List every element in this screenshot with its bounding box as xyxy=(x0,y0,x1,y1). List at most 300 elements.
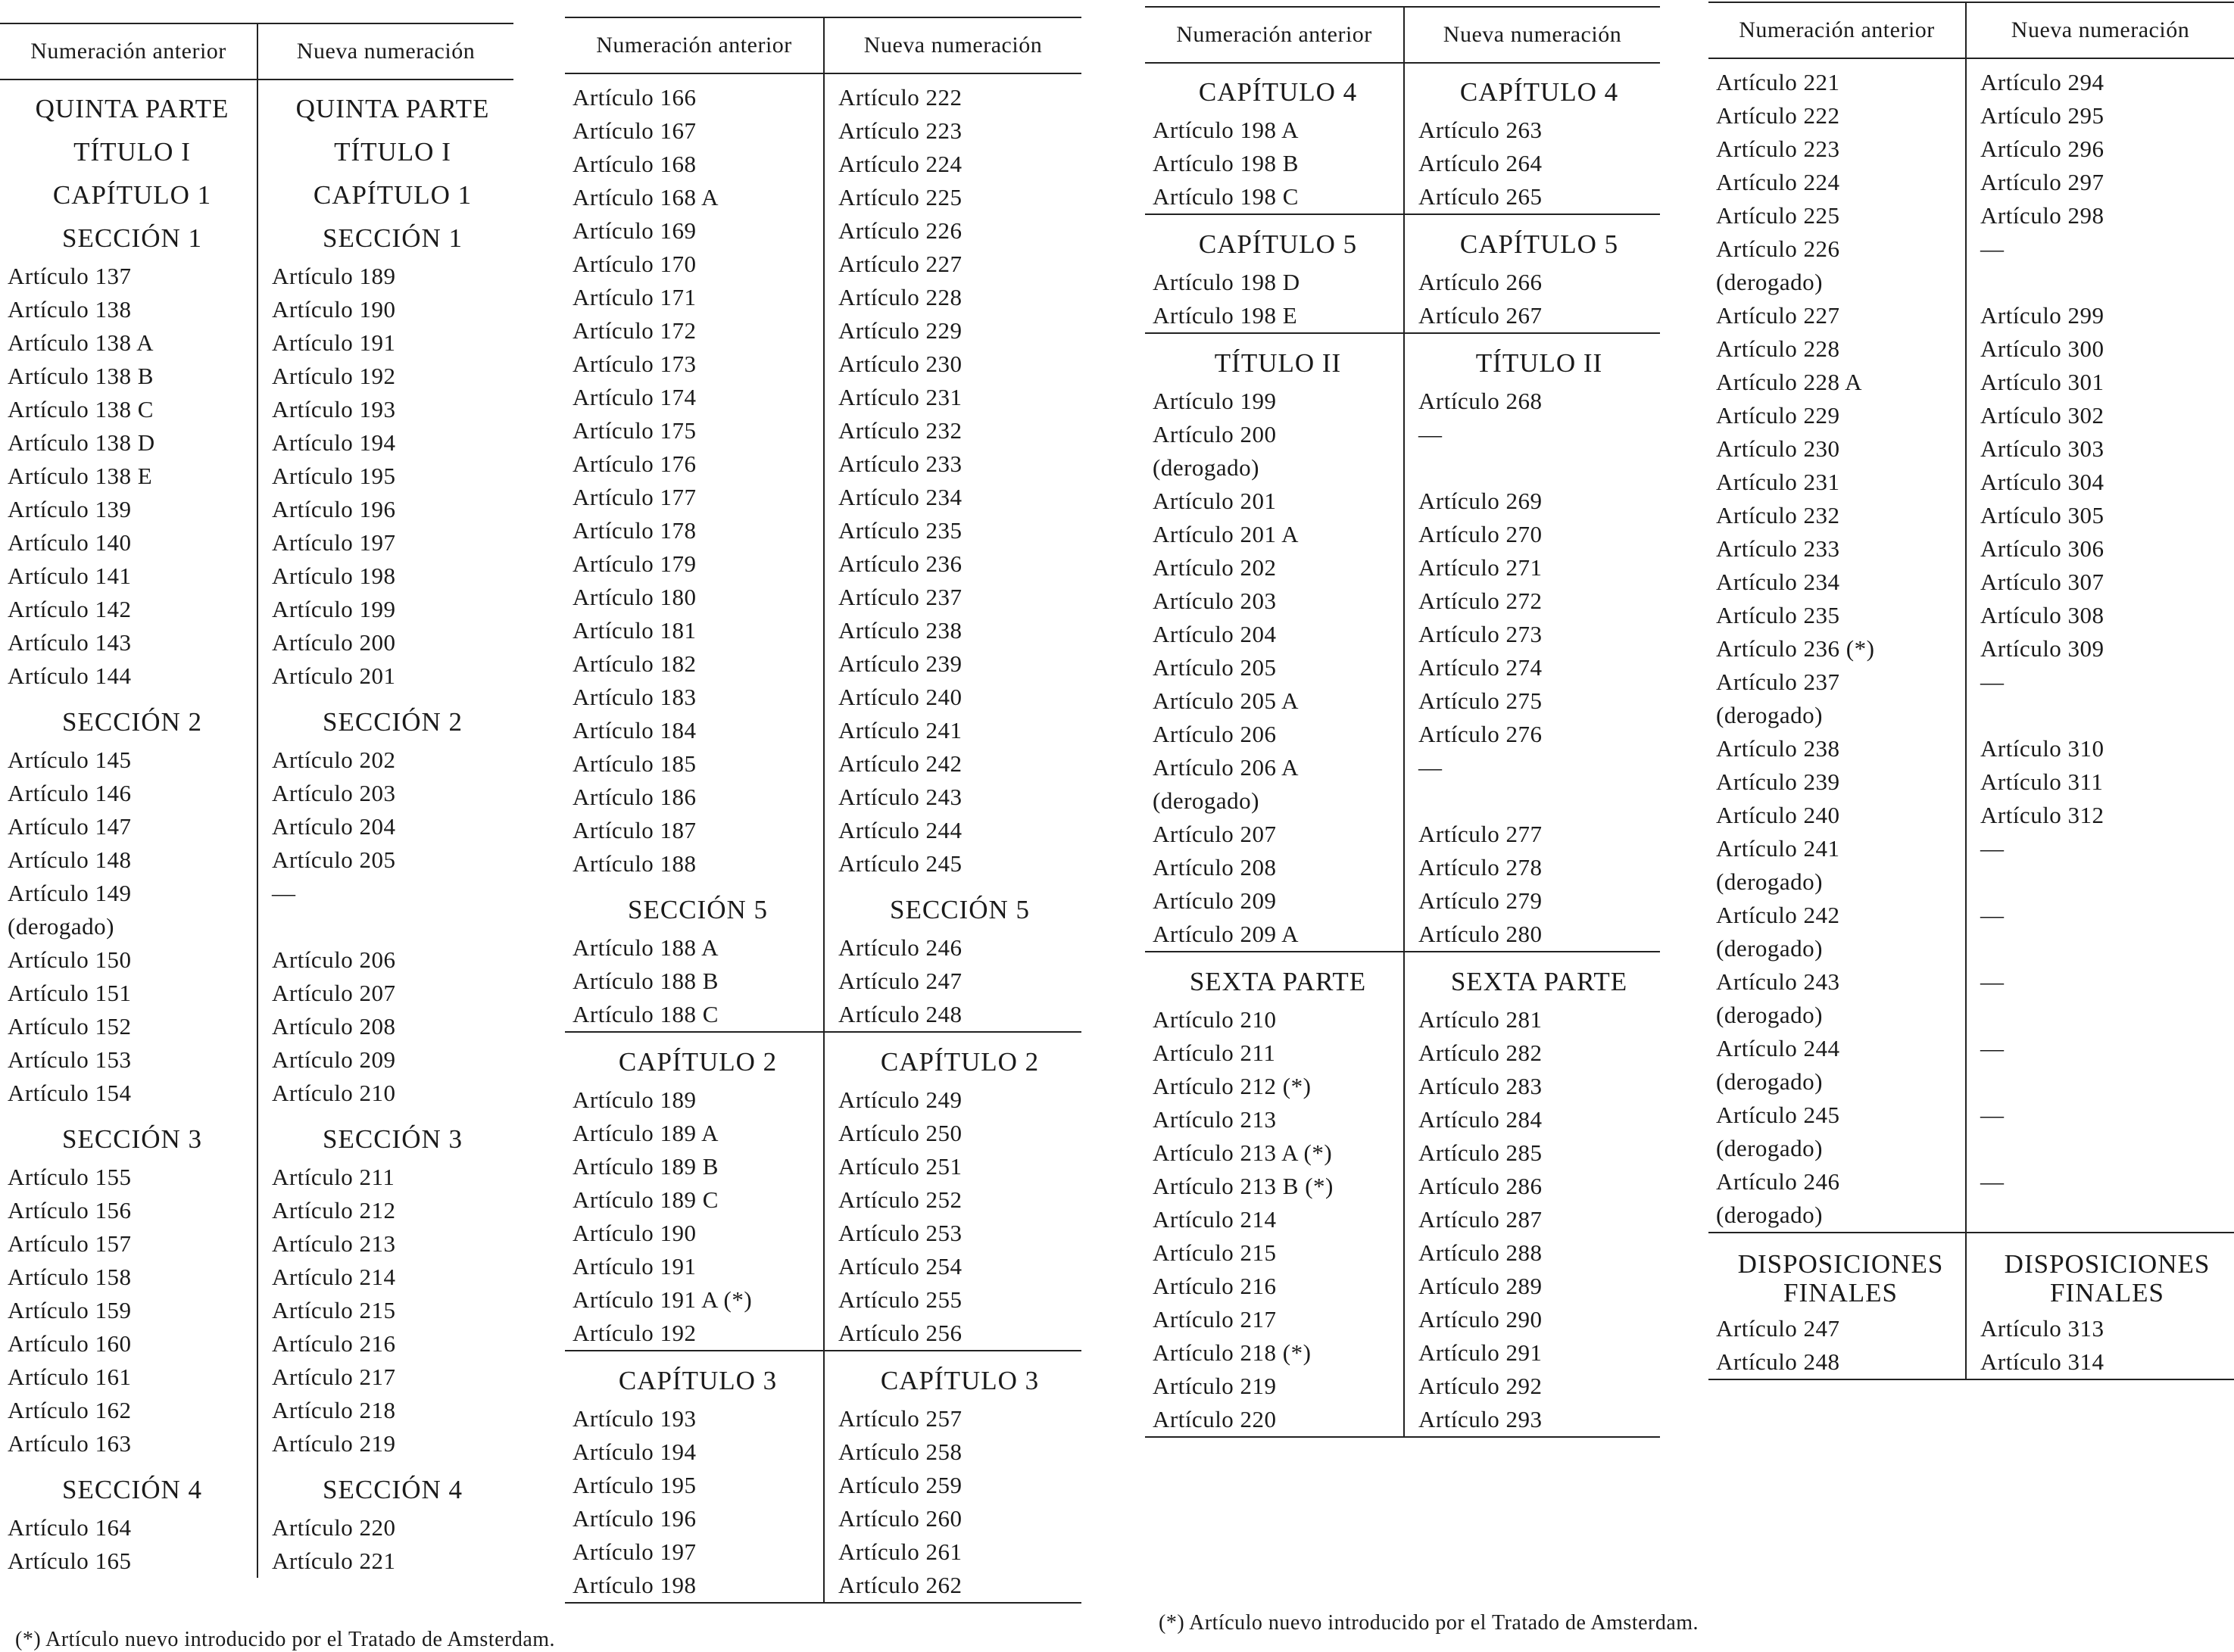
new-article-number: Artículo 245 xyxy=(824,847,1081,881)
old-article-number: Artículo 147 xyxy=(8,813,132,840)
old-article-number: Artículo 235 xyxy=(1716,602,1840,628)
table-row xyxy=(0,426,513,460)
new-article-number: — xyxy=(1966,232,2234,299)
old-article-number: Artículo 198 D xyxy=(1153,269,1300,295)
old-article-number: Artículo 206 xyxy=(1153,721,1277,747)
new-article-number: Artículo 286 xyxy=(1404,1170,1660,1203)
table-row xyxy=(0,1043,513,1077)
table-row xyxy=(1708,366,2234,399)
old-article-number: Artículo 189 xyxy=(573,1086,697,1113)
table-row xyxy=(1145,1103,1660,1136)
section-heading-row xyxy=(0,130,513,173)
table-row xyxy=(565,114,1081,148)
table-row xyxy=(1708,499,2234,532)
new-article-number: Artículo 273 xyxy=(1404,618,1660,651)
renumbering-table xyxy=(1145,6,1660,1441)
table-row xyxy=(565,1569,1081,1603)
table-row xyxy=(565,181,1081,214)
old-article-number: Artículo 221 xyxy=(1716,69,1840,95)
old-article-number: Artículo 165 xyxy=(8,1548,132,1574)
old-article-number: Artículo 148 xyxy=(8,846,132,873)
new-article-number: Artículo 232 xyxy=(824,414,1081,447)
old-article-number: Artículo 202 xyxy=(1153,554,1277,581)
table-row xyxy=(0,1010,513,1043)
new-article-number: Artículo 216 xyxy=(257,1327,513,1361)
renumbering-table xyxy=(0,23,513,1578)
renumbering-table xyxy=(565,17,1081,1607)
table-row xyxy=(1145,418,1660,485)
table-row xyxy=(565,931,1081,965)
new-article-number: Artículo 247 xyxy=(824,965,1081,998)
new-article-number: — xyxy=(1966,1165,2234,1233)
new-article-number: Artículo 314 xyxy=(1966,1345,2234,1379)
new-article-number: — xyxy=(257,877,513,943)
new-article-number: Artículo 221 xyxy=(257,1544,513,1578)
section-heading-row xyxy=(1145,960,1660,1003)
table-row xyxy=(1708,599,2234,632)
table-row xyxy=(1145,266,1660,299)
table-row xyxy=(565,1217,1081,1250)
table-row xyxy=(1708,1032,2234,1099)
old-article-number: Artículo 240 xyxy=(1716,802,1840,828)
table-row xyxy=(0,843,513,877)
table-row xyxy=(1708,66,2234,99)
new-article-number: Artículo 249 xyxy=(824,1083,1081,1117)
header-new-numbering: Nueva numeración xyxy=(824,17,1081,73)
new-article-number: Artículo 287 xyxy=(1404,1203,1660,1236)
table-row xyxy=(0,743,513,777)
new-article-number: Artículo 192 xyxy=(257,360,513,393)
old-article-number: Artículo 145 xyxy=(8,747,132,773)
table-row xyxy=(1708,1312,2234,1345)
old-article-number: Artículo 213 A (*) xyxy=(1153,1139,1333,1166)
section-heading-old: CAPÍTULO 3 xyxy=(618,1366,778,1395)
table-column-1 xyxy=(0,23,513,1578)
old-article-number: Artículo 168 A xyxy=(573,184,719,210)
new-article-number: Artículo 203 xyxy=(257,777,513,810)
table-row xyxy=(0,526,513,559)
old-article-number: Artículo 138 xyxy=(8,296,132,323)
old-article-number: Artículo 177 xyxy=(573,484,697,510)
new-article-number: Artículo 218 xyxy=(257,1394,513,1427)
old-article-number: Artículo 199 xyxy=(1153,388,1277,414)
old-article-number: Artículo 245 (derogado) xyxy=(1716,1102,1840,1161)
old-article-number: Artículo 201 xyxy=(1153,488,1277,514)
new-article-number: Artículo 263 xyxy=(1404,114,1660,147)
table-row xyxy=(1145,385,1660,418)
old-article-number: Artículo 211 xyxy=(1153,1040,1276,1066)
old-article-number: Artículo 189 A xyxy=(573,1120,719,1146)
old-article-number: Artículo 174 xyxy=(573,384,697,410)
section-heading-row xyxy=(1145,70,1660,114)
section-separator xyxy=(1708,1233,2234,1241)
new-article-number: Artículo 256 xyxy=(824,1317,1081,1351)
new-article-number: — xyxy=(1966,1099,2234,1165)
new-article-number: Artículo 264 xyxy=(1404,147,1660,180)
old-article-number: Artículo 188 xyxy=(573,850,697,877)
old-article-number: Artículo 140 xyxy=(8,529,132,556)
new-article-number: Artículo 210 xyxy=(257,1077,513,1110)
new-article-number: — xyxy=(1404,751,1660,818)
old-article-number: Artículo 198 E xyxy=(1153,302,1298,329)
table-row xyxy=(565,1402,1081,1435)
old-article-number: Artículo 204 xyxy=(1153,621,1277,647)
new-article-number: Artículo 224 xyxy=(824,148,1081,181)
section-heading-row xyxy=(565,1359,1081,1402)
new-article-number: Artículo 219 xyxy=(257,1427,513,1460)
table-row xyxy=(0,1394,513,1427)
new-article-number: Artículo 234 xyxy=(824,481,1081,514)
header-old-numbering: Numeración anterior xyxy=(1145,7,1404,63)
new-article-number: Artículo 259 xyxy=(824,1469,1081,1502)
section-heading-new: QUINTA PARTE xyxy=(257,87,513,130)
group-gap xyxy=(0,1460,513,1468)
old-article-number: Artículo 234 xyxy=(1716,569,1840,595)
table-row xyxy=(1145,718,1660,751)
old-article-number: Artículo 179 xyxy=(573,550,697,577)
table-row xyxy=(565,348,1081,381)
new-article-number: — xyxy=(1966,965,2234,1032)
table-row xyxy=(1708,765,2234,799)
new-article-number: Artículo 244 xyxy=(824,814,1081,847)
table-row xyxy=(565,81,1081,114)
new-article-number: Artículo 238 xyxy=(824,614,1081,647)
old-article-number: Artículo 192 xyxy=(573,1320,697,1346)
table-row xyxy=(1145,1236,1660,1270)
table-row xyxy=(565,747,1081,781)
table-row xyxy=(1145,1170,1660,1203)
table-row xyxy=(565,681,1081,714)
table-row xyxy=(1145,1003,1660,1036)
new-article-number: Artículo 294 xyxy=(1966,66,2234,99)
table-row xyxy=(565,281,1081,314)
table-row xyxy=(565,1317,1081,1351)
new-article-number: Artículo 300 xyxy=(1966,332,2234,366)
new-article-number: Artículo 262 xyxy=(824,1569,1081,1603)
table-row xyxy=(565,1435,1081,1469)
old-article-number: Artículo 137 xyxy=(8,263,132,289)
old-article-number: Artículo 237 (derogado) xyxy=(1716,669,1840,728)
table-row xyxy=(1145,1070,1660,1103)
old-article-number: Artículo 205 xyxy=(1153,654,1277,681)
old-article-number: Artículo 230 xyxy=(1716,435,1840,462)
old-article-number: Artículo 225 xyxy=(1716,202,1840,229)
old-article-number: Artículo 186 xyxy=(573,784,697,810)
new-article-number: Artículo 199 xyxy=(257,593,513,626)
new-article-number: Artículo 246 xyxy=(824,931,1081,965)
table-row xyxy=(1708,532,2234,566)
old-article-number: Artículo 219 xyxy=(1153,1373,1277,1399)
footnote-right: (*) Artículo nuevo introducido por el Tratado de Amsterdam. xyxy=(1159,1611,1699,1635)
old-article-number: Artículo 194 xyxy=(573,1438,697,1465)
table-row xyxy=(1708,332,2234,366)
old-article-number: Artículo 181 xyxy=(573,617,697,644)
table-row xyxy=(1145,651,1660,684)
section-heading-old: CAPÍTULO 4 xyxy=(1198,77,1358,107)
renumbering-table xyxy=(1708,2,2234,1383)
old-article-number: Artículo 247 xyxy=(1716,1315,1840,1342)
new-article-number: Artículo 308 xyxy=(1966,599,2234,632)
old-article-number: Artículo 162 xyxy=(8,1397,132,1423)
new-article-number: Artículo 305 xyxy=(1966,499,2234,532)
new-article-number: Artículo 280 xyxy=(1404,918,1660,952)
section-heading-row xyxy=(0,1117,513,1161)
table-row xyxy=(565,1150,1081,1183)
new-article-number: Artículo 215 xyxy=(257,1294,513,1327)
new-article-number: Artículo 233 xyxy=(824,447,1081,481)
new-article-number: Artículo 195 xyxy=(257,460,513,493)
table-row xyxy=(0,810,513,843)
new-article-number: Artículo 207 xyxy=(257,977,513,1010)
table-row xyxy=(0,293,513,326)
table-row xyxy=(1145,114,1660,147)
new-article-number: Artículo 201 xyxy=(257,659,513,693)
new-article-number: Artículo 302 xyxy=(1966,399,2234,432)
table-row xyxy=(1708,99,2234,132)
old-article-number: Artículo 198 xyxy=(573,1572,697,1598)
new-article-number: Artículo 267 xyxy=(1404,299,1660,333)
old-article-number: Artículo 176 xyxy=(573,450,697,477)
new-article-number: Artículo 200 xyxy=(257,626,513,659)
new-article-number: Artículo 228 xyxy=(824,281,1081,314)
old-article-number: Artículo 144 xyxy=(8,662,132,689)
table-row xyxy=(1708,632,2234,665)
table-row xyxy=(1708,832,2234,899)
old-article-number: Artículo 152 xyxy=(8,1013,132,1040)
table-row xyxy=(0,260,513,293)
new-article-number: Artículo 235 xyxy=(824,514,1081,547)
table-row xyxy=(1145,1270,1660,1303)
table-header-row xyxy=(1708,2,2234,58)
section-heading-new: SECCIÓN 5 xyxy=(824,888,1081,931)
table-row xyxy=(565,714,1081,747)
old-article-number: Artículo 184 xyxy=(573,717,697,743)
old-article-number: Artículo 146 xyxy=(8,780,132,806)
old-article-number: Artículo 153 xyxy=(8,1046,132,1073)
table-row xyxy=(565,547,1081,581)
old-article-number: Artículo 161 xyxy=(8,1364,132,1390)
table-row xyxy=(1145,180,1660,214)
old-article-number: Artículo 210 xyxy=(1153,1006,1277,1033)
new-article-number: Artículo 297 xyxy=(1966,166,2234,199)
section-separator xyxy=(1145,952,1660,960)
table-row xyxy=(0,1511,513,1544)
section-heading-old: DISPOSICIONES FINALES xyxy=(1737,1249,1944,1308)
old-article-number: Artículo 141 xyxy=(8,563,132,589)
table-row xyxy=(565,1535,1081,1569)
old-article-number: Artículo 171 xyxy=(573,284,697,310)
old-article-number: Artículo 170 xyxy=(573,251,697,277)
old-article-number: Artículo 233 xyxy=(1716,535,1840,562)
old-article-number: Artículo 248 xyxy=(1716,1348,1840,1375)
section-heading-new: SECCIÓN 2 xyxy=(257,700,513,743)
section-heading-new: CAPÍTULO 3 xyxy=(824,1359,1081,1402)
new-article-number: — xyxy=(1966,832,2234,899)
new-article-number: Artículo 214 xyxy=(257,1261,513,1294)
old-article-number: Artículo 138 E xyxy=(8,463,153,489)
table-row xyxy=(0,1427,513,1460)
old-article-number: Artículo 155 xyxy=(8,1164,132,1190)
old-article-number: Artículo 236 (*) xyxy=(1716,635,1875,662)
new-article-number: Artículo 313 xyxy=(1966,1312,2234,1345)
old-article-number: Artículo 222 xyxy=(1716,102,1840,129)
table-row xyxy=(1708,432,2234,466)
new-article-number: Artículo 223 xyxy=(824,114,1081,148)
section-heading-row xyxy=(0,217,513,260)
old-article-number: Artículo 227 xyxy=(1716,302,1840,329)
table-row xyxy=(565,781,1081,814)
new-article-number: Artículo 265 xyxy=(1404,180,1660,214)
header-old-numbering: Numeración anterior xyxy=(565,17,824,73)
new-article-number: Artículo 307 xyxy=(1966,566,2234,599)
header-new-numbering: Nueva numeración xyxy=(1966,2,2234,58)
table-column-3 xyxy=(1145,6,1660,1441)
old-article-number: Artículo 188 C xyxy=(573,1001,719,1027)
new-article-number: Artículo 292 xyxy=(1404,1370,1660,1403)
table-row xyxy=(0,1194,513,1227)
section-heading-row xyxy=(1145,341,1660,385)
section-heading-new: SECCIÓN 3 xyxy=(257,1117,513,1161)
new-article-number: Artículo 202 xyxy=(257,743,513,777)
old-article-number: Artículo 163 xyxy=(8,1430,132,1457)
section-heading-old: TÍTULO I xyxy=(73,137,191,167)
table-row xyxy=(1708,566,2234,599)
old-article-number: Artículo 139 xyxy=(8,496,132,522)
new-article-number: Artículo 254 xyxy=(824,1250,1081,1283)
table-row xyxy=(565,1283,1081,1317)
table-row xyxy=(1708,965,2234,1032)
old-article-number: Artículo 138 A xyxy=(8,329,154,356)
new-article-number: Artículo 283 xyxy=(1404,1070,1660,1103)
header-old-numbering: Numeración anterior xyxy=(0,23,257,79)
section-heading-new: CAPÍTULO 4 xyxy=(1404,70,1660,114)
section-heading-row xyxy=(565,888,1081,931)
new-article-number: Artículo 296 xyxy=(1966,132,2234,166)
table-row xyxy=(0,1077,513,1110)
old-article-number: Artículo 195 xyxy=(573,1472,697,1498)
new-article-number: Artículo 304 xyxy=(1966,466,2234,499)
table-row xyxy=(565,214,1081,248)
table-row xyxy=(565,447,1081,481)
table-row xyxy=(1145,1303,1660,1336)
new-article-number: Artículo 189 xyxy=(257,260,513,293)
old-article-number: Artículo 209 xyxy=(1153,887,1277,914)
old-article-number: Artículo 228 xyxy=(1716,335,1840,362)
table-row xyxy=(1708,466,2234,499)
old-article-number: Artículo 213 xyxy=(1153,1106,1277,1133)
table-end-rule xyxy=(565,1603,1081,1607)
new-article-number: Artículo 191 xyxy=(257,326,513,360)
table-row xyxy=(0,460,513,493)
new-article-number: Artículo 291 xyxy=(1404,1336,1660,1370)
old-article-number: Artículo 213 B (*) xyxy=(1153,1173,1334,1199)
section-heading-old: SEXTA PARTE xyxy=(1189,967,1367,996)
old-article-number: Artículo 215 xyxy=(1153,1239,1277,1266)
table-row xyxy=(565,1469,1081,1502)
old-article-number: Artículo 138 C xyxy=(8,396,154,422)
section-heading-new: SECCIÓN 4 xyxy=(257,1468,513,1511)
section-heading-row xyxy=(1708,1241,2234,1312)
new-article-number: Artículo 295 xyxy=(1966,99,2234,132)
table-row xyxy=(1145,851,1660,884)
old-article-number: Artículo 196 xyxy=(573,1505,697,1532)
old-article-number: Artículo 190 xyxy=(573,1220,697,1246)
new-article-number: Artículo 190 xyxy=(257,293,513,326)
footnote-left: (*) Artículo nuevo introducido por el Tratado de Amsterdam. xyxy=(15,1628,556,1651)
table-row xyxy=(0,393,513,426)
table-row xyxy=(1145,485,1660,518)
old-article-number: Artículo 175 xyxy=(573,417,697,444)
old-article-number: Artículo 220 xyxy=(1153,1406,1277,1432)
section-heading-new: CAPÍTULO 1 xyxy=(257,173,513,217)
group-gap xyxy=(0,693,513,700)
section-heading-row xyxy=(0,173,513,217)
new-article-number: Artículo 251 xyxy=(824,1150,1081,1183)
old-article-number: Artículo 168 xyxy=(573,151,697,177)
new-article-number: Artículo 274 xyxy=(1404,651,1660,684)
new-article-number: Artículo 290 xyxy=(1404,1303,1660,1336)
table-row xyxy=(1708,132,2234,166)
table-column-2 xyxy=(565,17,1081,1607)
old-article-number: Artículo 159 xyxy=(8,1297,132,1323)
old-article-number: Artículo 143 xyxy=(8,629,132,656)
new-article-number: Artículo 243 xyxy=(824,781,1081,814)
old-article-number: Artículo 224 xyxy=(1716,169,1840,195)
old-article-number: Artículo 198 C xyxy=(1153,183,1299,210)
table-row xyxy=(0,626,513,659)
table-row xyxy=(0,1544,513,1578)
table-column-4 xyxy=(1708,2,2234,1383)
old-article-number: Artículo 203 xyxy=(1153,588,1277,614)
new-article-number: Artículo 301 xyxy=(1966,366,2234,399)
table-row xyxy=(565,647,1081,681)
new-article-number: Artículo 230 xyxy=(824,348,1081,381)
group-gap xyxy=(0,79,513,87)
group-gap xyxy=(1708,58,2234,66)
table-row xyxy=(1708,1165,2234,1233)
old-article-number: Artículo 187 xyxy=(573,817,697,843)
new-article-number: Artículo 268 xyxy=(1404,385,1660,418)
old-article-number: Artículo 232 xyxy=(1716,502,1840,528)
table-row xyxy=(1145,551,1660,584)
new-article-number: Artículo 248 xyxy=(824,998,1081,1032)
section-heading-row xyxy=(565,1040,1081,1083)
new-article-number: Artículo 206 xyxy=(257,943,513,977)
old-article-number: Artículo 208 xyxy=(1153,854,1277,881)
table-row xyxy=(0,593,513,626)
section-heading-new: DISPOSICIONES FINALES xyxy=(1966,1241,2234,1312)
table-row xyxy=(1145,584,1660,618)
old-article-number: Artículo 138 B xyxy=(8,363,154,389)
old-article-number: Artículo 149 (derogado) xyxy=(8,880,132,940)
new-article-number: Artículo 239 xyxy=(824,647,1081,681)
old-article-number: Artículo 142 xyxy=(8,596,132,622)
old-article-number: Artículo 151 xyxy=(8,980,132,1006)
table-row xyxy=(1145,147,1660,180)
section-heading-row xyxy=(1145,223,1660,266)
section-heading-row xyxy=(0,87,513,130)
table-row xyxy=(565,998,1081,1032)
new-article-number: Artículo 309 xyxy=(1966,632,2234,665)
new-article-number: Artículo 277 xyxy=(1404,818,1660,851)
new-article-number: Artículo 208 xyxy=(257,1010,513,1043)
new-article-number: Artículo 220 xyxy=(257,1511,513,1544)
section-heading-old: CAPÍTULO 1 xyxy=(52,180,212,210)
group-gap xyxy=(565,73,1081,81)
table-row xyxy=(0,1361,513,1394)
section-separator xyxy=(1145,333,1660,341)
new-article-number: Artículo 257 xyxy=(824,1402,1081,1435)
